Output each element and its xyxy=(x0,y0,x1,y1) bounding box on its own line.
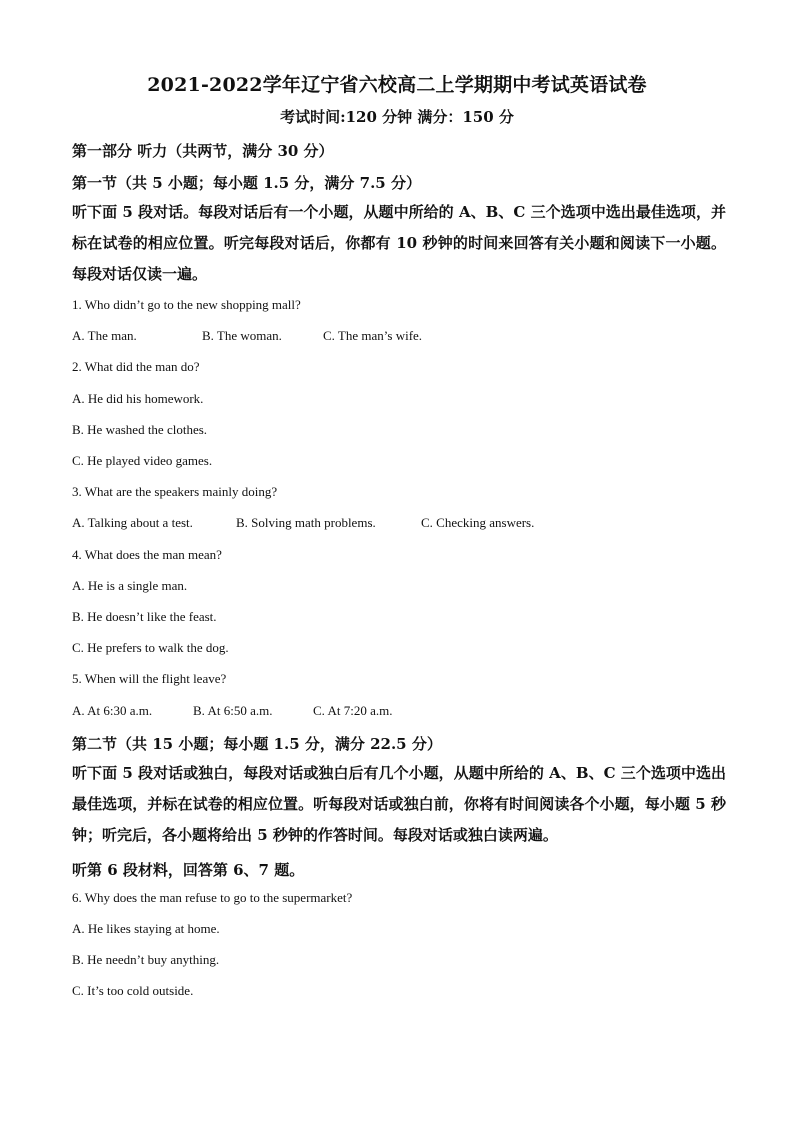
question-5-option-b: B. At 6:50 a.m. xyxy=(193,703,273,718)
material-6-heading: 听第 6 段材料，回答第 6、7 题。 xyxy=(72,861,305,879)
question-5-option-c: C. At 7:20 a.m. xyxy=(313,703,393,718)
question-1: 1. Who didn’t go to the new shopping mall? xyxy=(72,297,301,312)
question-2: 2. What did the man do? xyxy=(72,359,200,374)
question-2-option-a: A. He did his homework. xyxy=(72,391,204,406)
section1-heading: 第一节（共 5 小题；每小题 1.5 分，满分 7.5 分） xyxy=(72,174,421,192)
question-4-option-c: C. He prefers to walk the dog. xyxy=(72,640,229,655)
question-4-option-a: A. He is a single man. xyxy=(72,578,188,593)
question-3-option-c: C. Checking answers. xyxy=(421,515,535,530)
question-4: 4. What does the man mean? xyxy=(72,547,222,562)
question-2-option-b: B. He washed the clothes. xyxy=(72,422,208,437)
part1-heading: 第一部分 听力（共两节，满分 30 分） xyxy=(72,142,334,160)
question-3-option-b: B. Solving math problems. xyxy=(236,515,376,530)
question-6-option-a: A. He likes staying at home. xyxy=(72,921,220,936)
question-2-option-c: C. He played video games. xyxy=(72,453,213,468)
question-6: 6. Why does the man refuse to go to the supermarket? xyxy=(72,890,353,905)
exam-title: 2021-2022学年辽宁省六校高二上学期期中考试英语试卷 xyxy=(147,74,647,96)
question-5-option-a: A. At 6:30 a.m. xyxy=(72,703,153,718)
question-6-option-c: C. It’s too cold outside. xyxy=(72,983,194,998)
question-1-option-a: A. The man. xyxy=(72,328,137,343)
question-5: 5. When will the flight leave? xyxy=(72,671,227,686)
question-1-option-b: B. The woman. xyxy=(202,328,282,343)
question-3: 3. What are the speakers mainly doing? xyxy=(72,484,278,499)
exam-subtitle: 考试时间:120 分钟 满分：150 分 xyxy=(280,108,514,126)
section1-instructions: 听下面 5 段对话。每段对话后有一个小题，从题中所给的 A、B、C 三个选项中选出最佳选项，并标在试卷的相应位置。听完每段对话后，你都有 10 秒钟的时间来回答有关小题和阅读下一小题。每段对话仅读一遍。 xyxy=(72,203,726,283)
section2-heading: 第二节（共 15 小题；每小题 1.5 分，满分 22.5 分） xyxy=(72,735,442,753)
section2-instructions: 听下面 5 段对话或独白，每段对话或独白后有几个小题，从题中所给的 A、B、C 三个选项中选出最佳选项，并标在试卷的相应位置。听每段对话或独白前，你将有时间阅读各个小题，每小题 5 秒钟；听完后，各小题将给出 5 秒钟的作答时间。每段对话或独白读两遍。 xyxy=(72,764,726,844)
question-6-option-b: B. He needn’t buy anything. xyxy=(72,952,220,967)
question-1-option-c: C. The man’s wife. xyxy=(323,328,423,343)
question-3-option-a: A. Talking about a test. xyxy=(72,515,193,530)
question-4-option-b: B. He doesn’t like the feast. xyxy=(72,609,217,624)
